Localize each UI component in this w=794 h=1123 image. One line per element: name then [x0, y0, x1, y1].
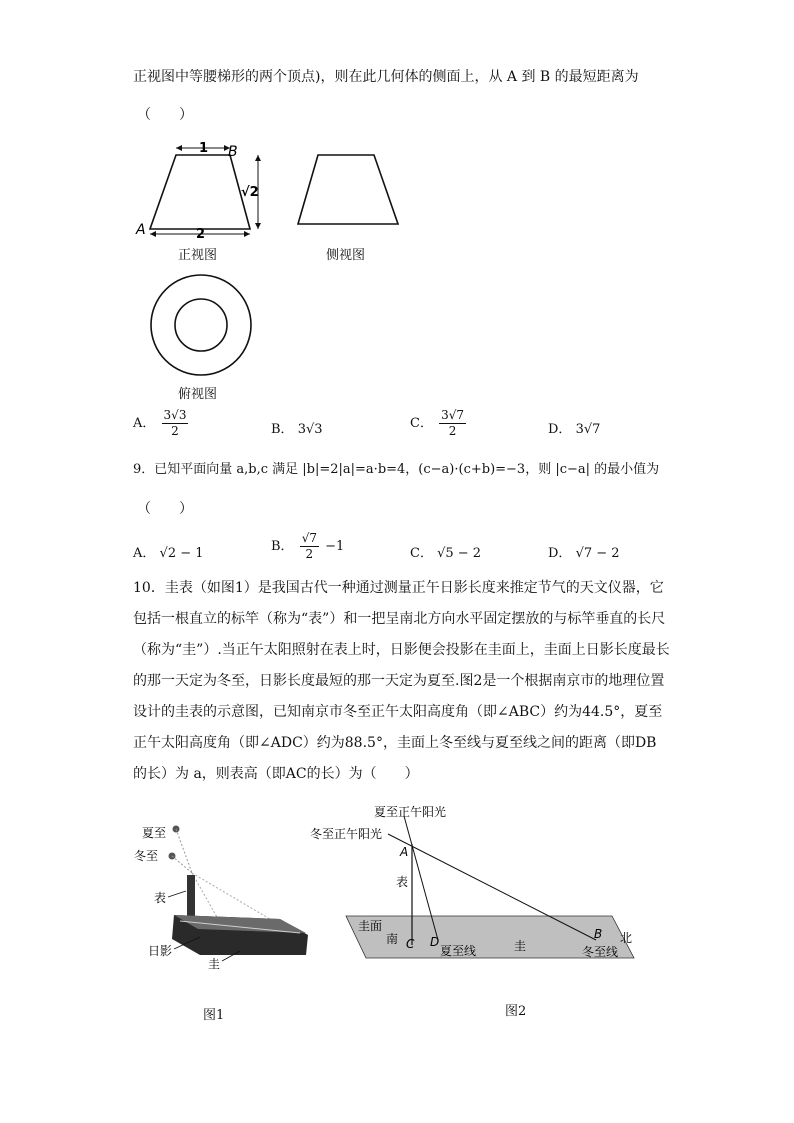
fig1-summer-label: 夏至	[142, 826, 167, 840]
fig2-gui-label: 圭	[514, 939, 527, 953]
front-view-caption: 正视图	[178, 248, 218, 263]
q10-line: 的那一天定为冬至，日影长度最短的那一天定为夏至.图2是一个根据南京市的地理位置	[133, 673, 665, 689]
fig2-winter-sun-label: 冬至正午阳光	[310, 827, 383, 841]
figure-2-schematic	[300, 800, 645, 975]
figure-2-caption: 图2	[505, 1004, 527, 1019]
side-view-caption: 侧视图	[326, 248, 366, 263]
q10-line: （称为“圭”）.当正午太阳照射在表上时，日影便会投影在圭面上，圭面上日影长度最长	[133, 642, 670, 658]
fig1-gui-label: 圭	[208, 957, 221, 971]
q9-option-c[interactable]: C． √5 − 2	[410, 546, 482, 561]
front-view-trapezoid	[150, 155, 250, 229]
q10-line: 的长）为 a，则表高（即AC的长）为（ ）	[133, 766, 419, 782]
q9-option-a[interactable]: A． √2 − 1	[133, 546, 204, 561]
front-view-top-length: 1	[199, 141, 209, 156]
q8-answer-paren: （ ）	[137, 107, 193, 123]
fig1-biao-label: 表	[154, 891, 167, 905]
fig2-point-c: C	[406, 937, 415, 951]
figure-1-caption: 图1	[203, 1008, 225, 1023]
q8-option-c[interactable]: C． $\frac{3√7}{2}$	[410, 408, 465, 438]
fig2-summer-line-label: 夏至线	[440, 944, 477, 958]
q10-line: 正午太阳高度角（即∠ADC）约为88.5°，圭面上冬至线与夏至线之间的距离（即DB	[133, 735, 657, 751]
fig2-south-label: 南	[386, 932, 399, 946]
fig2-gui-face-label: 圭面	[358, 919, 383, 933]
fig2-point-d: D	[430, 935, 440, 949]
fig2-biao-label: 表	[396, 875, 409, 889]
q10-line: 10．圭表（如图1）是我国古代一种通过测量正午日影长度来推定节气的天文仪器，它	[133, 580, 664, 596]
top-view-inner-circle	[175, 299, 227, 351]
side-view-figure	[294, 150, 404, 230]
figure-1-gnomon	[130, 815, 315, 975]
fig2-point-b: B	[594, 927, 603, 941]
fig1-winter-label: 冬至	[134, 849, 159, 863]
q9-answer-paren: （ ）	[137, 501, 193, 517]
side-view-trapezoid	[298, 155, 398, 224]
front-view-label-a: A	[136, 222, 146, 238]
top-view-figure	[148, 272, 254, 378]
front-view-label-b: B	[228, 144, 238, 160]
top-view-outer-circle	[151, 275, 251, 375]
front-view-figure	[132, 138, 272, 243]
q8-option-a[interactable]: A． $\frac{3√3}{2}$	[133, 408, 187, 438]
fig2-point-a: A	[400, 845, 409, 859]
q8-stem-line: 正视图中等腰梯形的两个顶点)，则在此几何体的侧面上，从 A 到 B 的最短距离为	[133, 69, 639, 85]
q10-line: 设计的圭表的示意图，已知南京市冬至正午太阳高度角（即∠ABC）约为44.5°，夏至	[133, 704, 663, 720]
q9-option-b[interactable]: B． $\frac{√7}{2}$ −1	[271, 531, 345, 561]
q8-option-b[interactable]: B． 3√3	[271, 422, 323, 437]
fig1-shadow-label: 日影	[148, 944, 173, 958]
q10-line: 包括一根直立的标竿（称为“表”）和一把呈南北方向水平固定摆放的与标竿垂直的长尺	[133, 611, 666, 627]
top-view-caption: 俯视图	[178, 387, 218, 402]
q8-option-d[interactable]: D． 3√7	[548, 422, 601, 437]
q9-stem-line: 9．已知平面向量 a,b,c 满足 |b|=2|a|=a·b=4，(c−a)·(c+b)=−3，则 |c−a| 的最小值为	[133, 462, 660, 477]
fig2-winter-line-label: 冬至线	[582, 945, 619, 959]
fig2-summer-sun-label: 夏至正午阳光	[374, 805, 447, 819]
front-view-bottom-length: 2	[196, 227, 206, 242]
fig2-north-label: 北	[620, 931, 633, 945]
biao-pole	[187, 875, 195, 919]
q10-stem	[133, 573, 670, 790]
q9-option-d[interactable]: D． √7 − 2	[548, 546, 620, 561]
front-view-height: √2	[241, 185, 259, 200]
